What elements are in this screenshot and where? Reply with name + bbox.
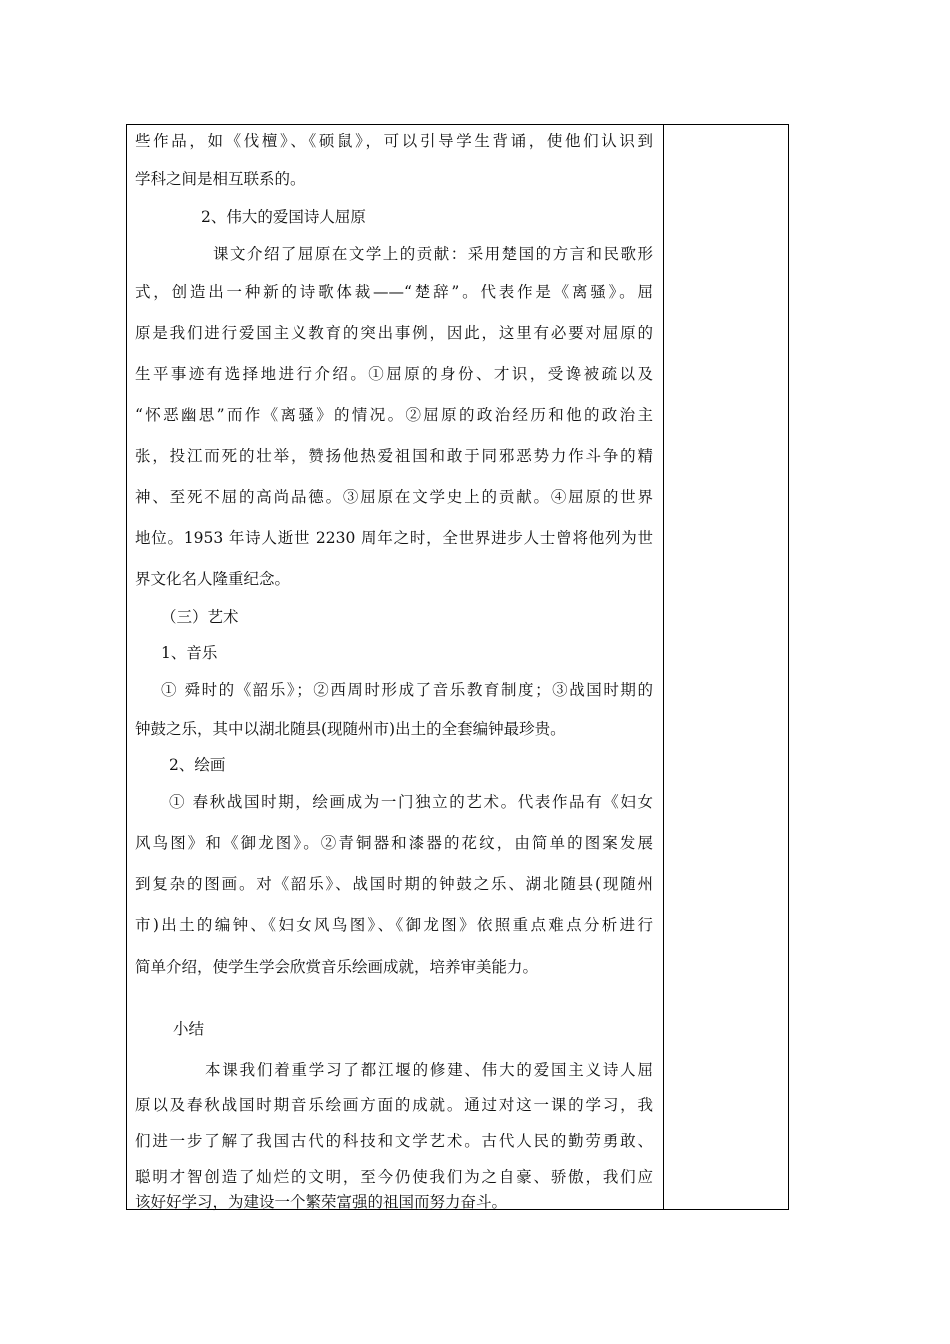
heading-painting: 2、绘画 — [169, 756, 226, 774]
quyuan-line-2: 式，创造出一种新的诗歌体裁——“楚辞”。代表作是《离骚》。屈 — [135, 283, 653, 301]
music-line-1: ① 舜时的《韶乐》；②西周时形成了音乐教育制度；③战国时期的 — [161, 681, 653, 699]
quyuan-line-8: 地位。1953 年诗人逝世 2230 周年之时，全世界进步人士曾将他列为世 — [135, 529, 653, 547]
heading-art: （三）艺术 — [161, 608, 239, 626]
painting-line-1: ① 春秋战国时期，绘画成为一门独立的艺术。代表作品有《妇女 — [169, 793, 653, 811]
quyuan-line-3: 原是我们进行爱国主义教育的突出事例，因此，这里有必要对屈原的 — [135, 324, 653, 342]
summary-line-3: 们进一步了解了我国古代的科技和文学艺术。古代人民的勤劳勇敢、 — [135, 1132, 653, 1150]
quyuan-line-1: 课文介绍了屈原在文学上的贡献：采用楚国的方言和民歌形 — [213, 245, 653, 263]
heading-music: 1、音乐 — [161, 644, 218, 662]
painting-line-3: 到复杂的图画。对《韶乐》、战国时期的钟鼓之乐、湖北随县(现随州 — [135, 875, 653, 893]
lesson-table — [126, 124, 789, 1210]
music-line-2: 钟鼓之乐，其中以湖北随县(现随州市)出土的全套编钟最珍贵。 — [135, 720, 566, 738]
quyuan-line-4: 生平事迹有选择地进行介绍。①屈原的身份、才识，受谗被疏以及 — [135, 365, 653, 383]
painting-line-2: 风鸟图》和《御龙图》。②青铜器和漆器的花纹，由简单的图案发展 — [135, 834, 653, 852]
side-notes-cell — [664, 125, 788, 1209]
heading-quyuan: 2、伟大的爱国诗人屈原 — [201, 208, 366, 226]
main-content-cell — [135, 125, 659, 1209]
quyuan-line-6: 张，投江而死的壮举，赞扬他热爱祖国和敢于同邪恶势力作斗争的精 — [135, 447, 653, 465]
quyuan-line-5: “怀恶幽思”而作《离骚》的情况。②屈原的政治经历和他的政治主 — [135, 406, 653, 424]
summary-line-2: 原以及春秋战国时期音乐绘画方面的成就。通过对这一课的学习，我 — [135, 1096, 653, 1114]
quyuan-line-9: 界文化名人隆重纪念。 — [135, 570, 291, 588]
summary-line-4: 聪明才智创造了灿烂的文明，至今仍使我们为之自豪、骄傲，我们应 — [135, 1168, 653, 1186]
summary-line-1: 本课我们着重学习了都江堰的修建、伟大的爱国主义诗人屈 — [205, 1061, 653, 1079]
painting-line-4: 市)出土的编钟、《妇女风鸟图》、《御龙图》依照重点难点分析进行 — [135, 916, 653, 934]
painting-line-5: 简单介绍，使学生学会欣赏音乐绘画成就，培养审美能力。 — [135, 958, 539, 976]
quyuan-line-7: 神、至死不屈的高尚品德。③屈原在文学史上的贡献。④屈原的世界 — [135, 488, 653, 506]
intro-line-1: 些作品，如《伐檀》、《硕鼠》，可以引导学生背诵，使他们认识到 — [135, 132, 653, 150]
summary-line-5: 该好好学习，为建设一个繁荣富强的祖国而努力奋斗。 — [135, 1193, 508, 1211]
heading-summary: 小结 — [173, 1020, 205, 1038]
intro-line-2: 学科之间是相互联系的。 — [135, 170, 306, 188]
